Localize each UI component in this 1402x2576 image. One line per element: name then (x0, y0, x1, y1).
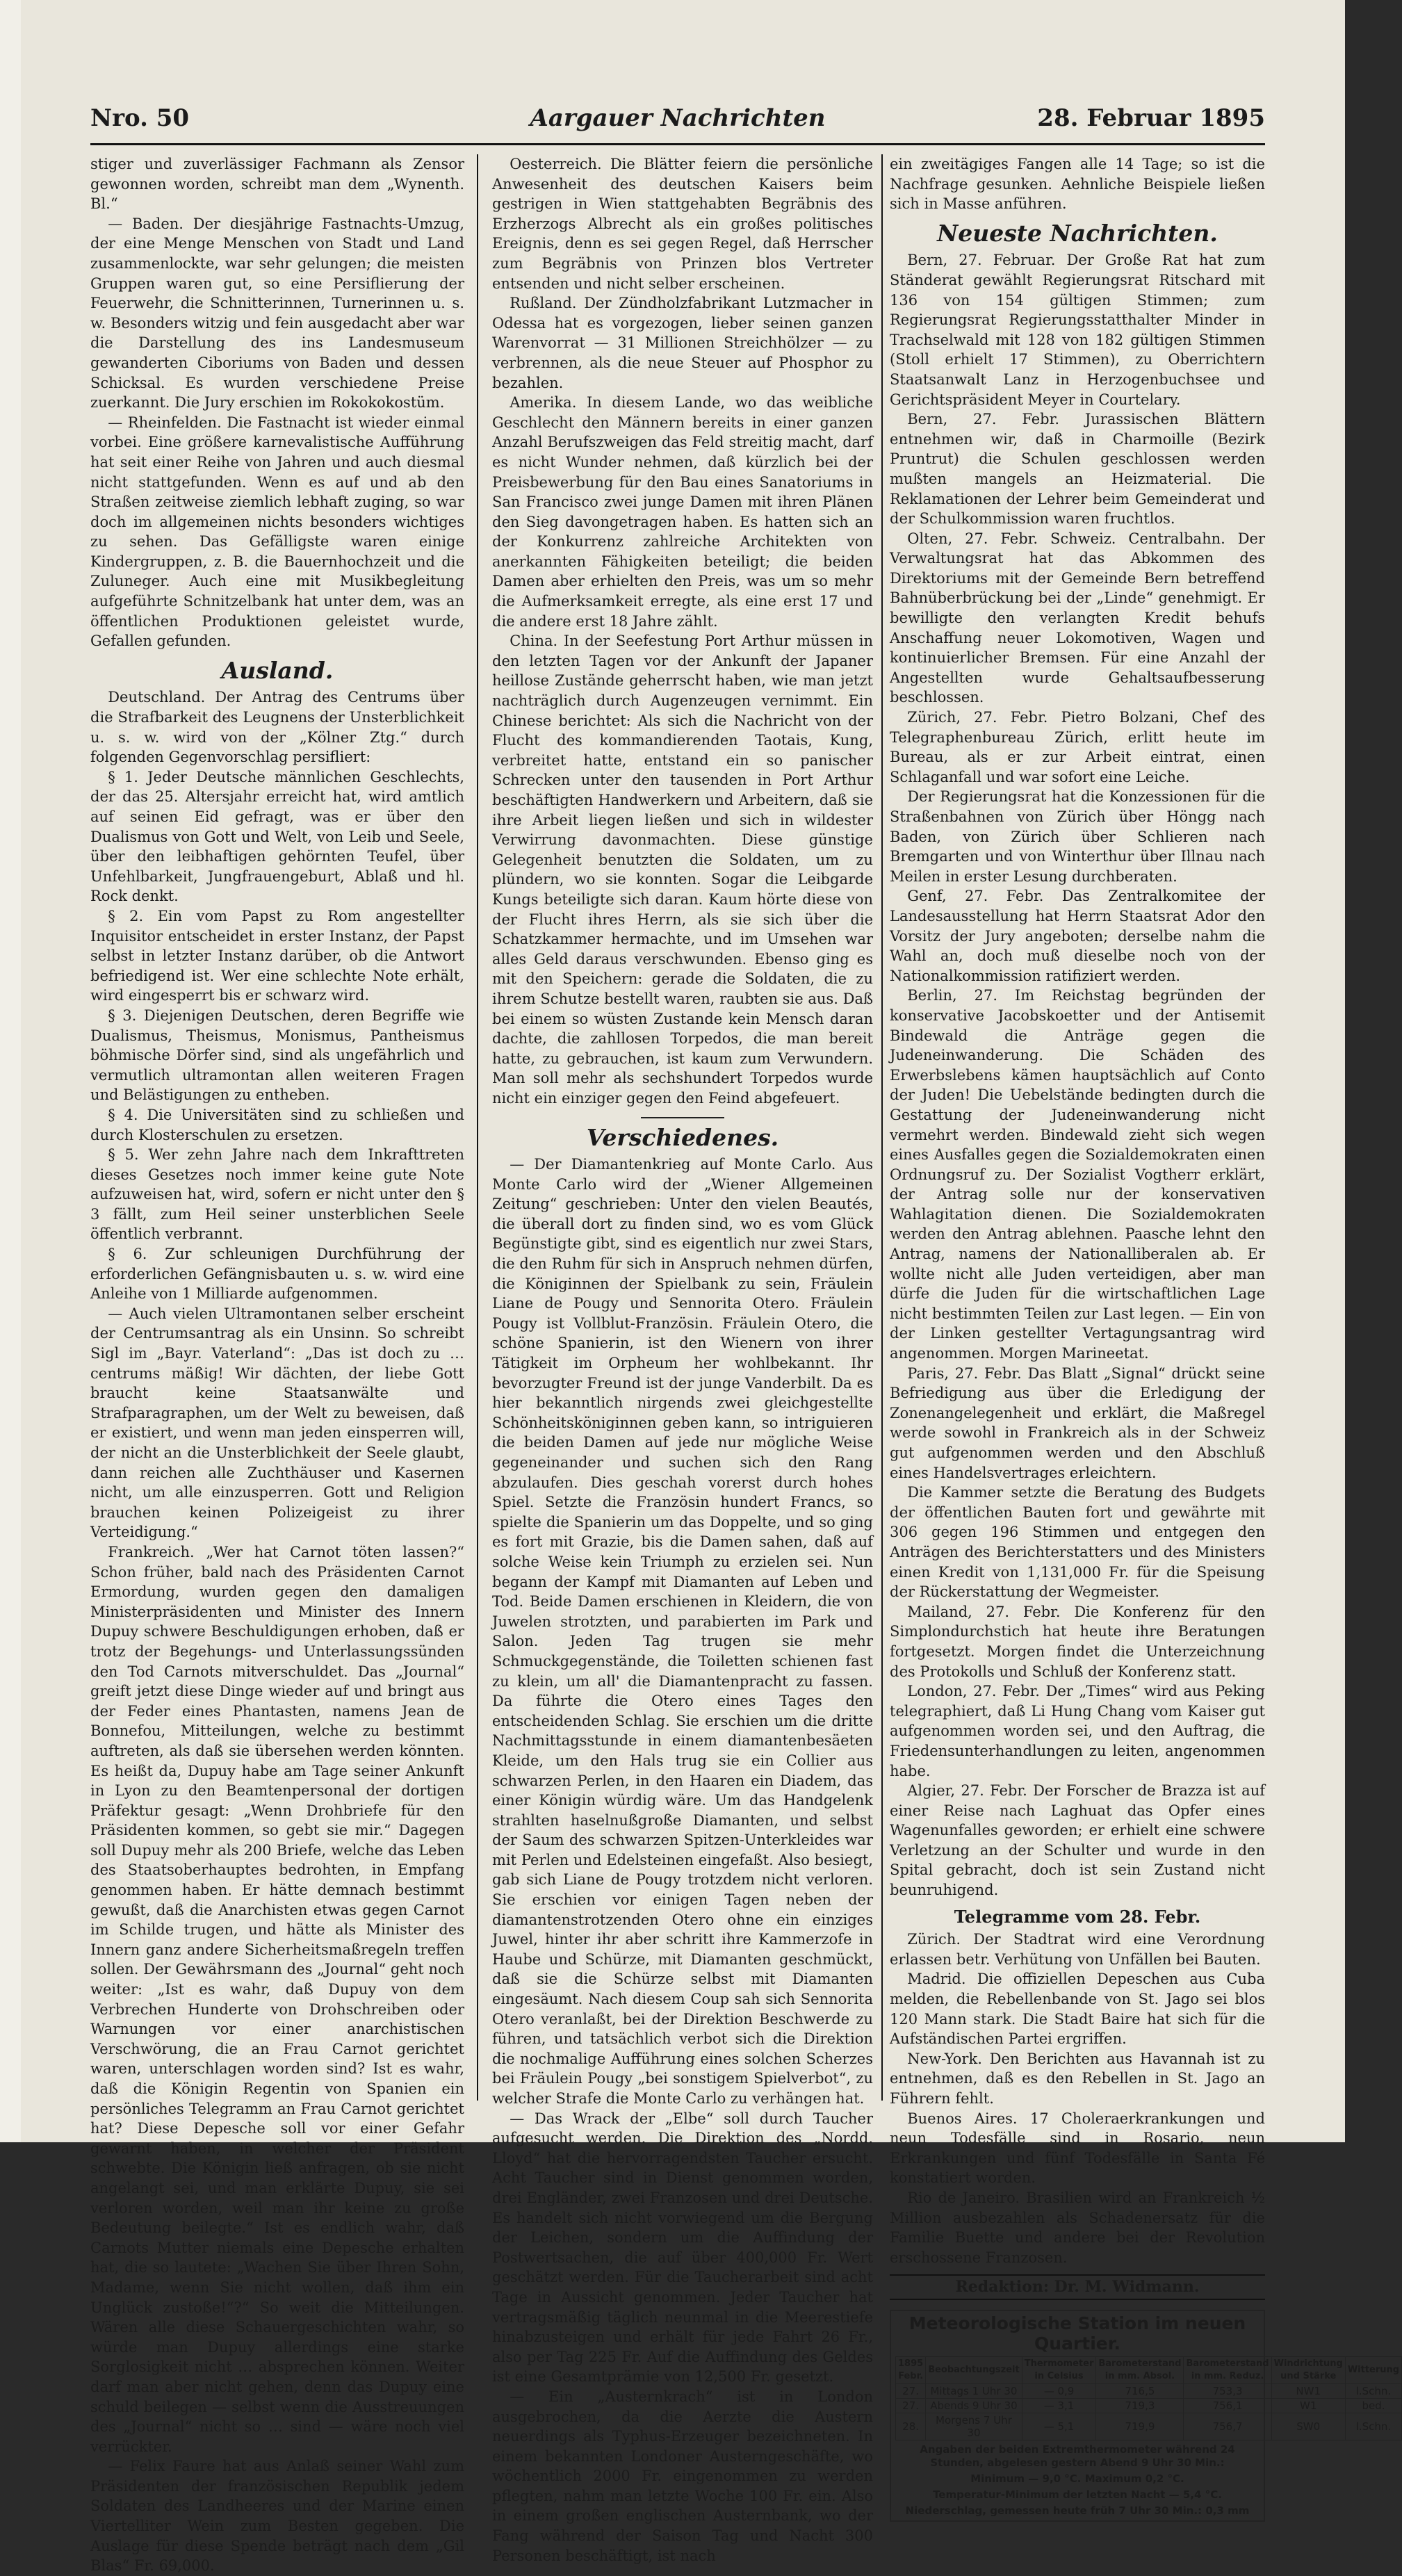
table-cell: 27. (896, 2384, 926, 2399)
news-item: Die Kammer setzte die Beratung des Budgets der öffentlichen Bauten fort und gewährte mit 306 gegen 196 Stimmen und entgegen den Anträgen des Berichterstatters und des Ministers einen Kredit von 1,131,000 Fr. für die Speisung der Rückerstattung der Wegmeister. (890, 1484, 1265, 1601)
table-cell: Morgens 7 Uhr 30 (926, 2413, 1022, 2440)
table-cell: — 0,9 (1022, 2384, 1096, 2399)
news-item: Mailand, 27. Febr. Die Konferenz für den Simplondurchstich hat heute ihre Beratungen fortgesetzt. Morgen findet die Unterzeichnung des Protokolls und Schluß der Konferenz statt. (890, 1603, 1265, 1680)
news-item: Berlin, 27. Im Reichstag begründen der konservative Jacobskoetter und der Antisemit Bindewald die Anträge gegen die Judeneinwanderung. Die Schäden des Erwerbslebens kämen hauptsächlich auf Conto der Juden! Die Uebelstände bedingten durch die Gestattung der Judeneinwanderung nicht vermehrt werden. Bindewald zieht sich wegen eines Ausfalles gegen die Sozialdemokraten einen Ordnungsruf zu. Der Sozialist Vogtherr erklärt, der Antrag solle nur der konservativen Wahlagitation dienen. Die Sozialdemokraten werden den Antrag ablehnen. Paasche lehnt den Antrag, namens der Nationalliberalen ab. Er wollte nicht alle Juden verteidigen, aber man dürfe die Juden für die wirtschaftlichen Lage nicht bestimmten Teilen zur Last legen. — Ein von der Linken gestellter Vertagungsantrag wird angenommen. Morgen Marineetat. (890, 987, 1265, 1362)
section-separator (641, 1117, 724, 1118)
news-item: Olten, 27. Febr. Schweiz. Centralbahn. Der Verwaltungsrat hat das Abkommen des Direktoriums mit der Gemeinde Bern betreffend Bahnüberbrückung bei der „Linde“ genehmigt. Er bewilligte den verlangten Kredit behufs Anschaffung neuer Lokomotiven, Wagen und kontinuierlicher Bremsen. Für eine Anzahl der Angestellten wurde Gehaltsaufbesserung beschlossen. (890, 530, 1265, 706)
section-heading-neueste: Neueste Nachrichten. (937, 219, 1218, 247)
news-item: Algier, 27. Febr. Der Forscher de Brazza ist auf einer Reise nach Laghuat das Opfer eines Wagenunfalles geworden; er erhielt eine schwere Verletzung an der Schulter und wurde in den Spital gebracht, doch ist sein Zustand nicht beunruhigend. (890, 1782, 1265, 1899)
table-cell: 756,1 (1184, 2399, 1271, 2413)
news-item: Paris, 27. Febr. Das Blatt „Signal“ drückt seine Befriedigung aus über die Erledigung der Zonenangelegenheit und erklärt, die Maßregel werde sowohl in Frankreich als in der Schweiz gut aufgenommen werden und den Abschluß eines Handelsvertrages erleichtern. (890, 1364, 1265, 1481)
table-cell: W1 (1271, 2399, 1345, 2413)
article-paragraph: — Das Wrack der „Elbe“ soll durch Taucher aufgesucht werden. Die Direktion des „Nordd. Lloyd“ hat die hervorragendsten Taucher ersucht. Acht Taucher sind in Dienst genommen worden, drei Engländer, zwei Franzosen und drei Deutsche. Es handelt sich nicht vorwiegend um die Bergung der Leichen, sondern um die Auffindung der Postwertsachen, die auf über 400,000 Fr. Wert geschätzt werden. Für die Taucherarbeit sind acht Tage in Aussicht genommen. Jeder Taucher hat vertragsmäßig täglich neunmal in die Meerestiefe hinabzusteigen und erhält für jede Fahrt 26 Fr., also per Tag 225 Fr. Auf die Auffindung des Geldes ist eine Gesamtprämie von 12,500 Fr. gesetzt. (492, 2110, 873, 2386)
header-cell: Barometerstand in mm. Absol. (1096, 2357, 1184, 2384)
news-item: Bern, 27. Febr. Jurassischen Blättern entnehmen wir, daß in Charmoille (Bezirk Pruntrut) die Schulen geschlossen werden mußten mangels an Heizmaterial. Die Reklamationen der Lehrer beim Gemeinderat und der Schulkommission waren fruchtlos. (890, 411, 1265, 528)
header-cell: Thermometer in Celsius (1022, 2357, 1096, 2384)
table-cell: — 3,1 (1022, 2399, 1096, 2413)
issue-number: Nro. 50 (90, 104, 190, 132)
header-cell: Witterung (1345, 2357, 1401, 2384)
article-paragraph: Frankreich. „Wer hat Carnot töten lassen?“ Schon früher, bald nach des Präsidenten Carnot Ermordung, wurden gegen den damaligen Ministerpräsidenten und Minister des Innern Dupuy schwere Beschuldigungen erhoben, daß er trotz der Begehungs- und Unterlassungssünden den Tod Carnots mitverschuldet. Das „Journal“ greift jetzt diese Dinge wieder auf und bringt aus der Feder eines Phantasten, namens Jean de Bonnefou, Mitteilungen, welche zu bestimmt auftreten, als daß sie übersehen werden könnten. Es heißt da, Dupuy habe am Tage seiner Ankunft in Lyon zu den Beamtenpersonal der dortigen Präfektur gesagt: „Wenn Drohbriefe für den Präsidenten kommen, so gebt sie mir.“ Dagegen soll Dupuy mehr als 200 Briefe, welche das Leben des Staatsoberhauptes bedrohten, in Empfang genommen haben. Er hätte demnach bestimmt gewußt, daß die Anarchisten etwas gegen Carnot im Schilde trugen, und hätte als Minister des Innern ganz andere Sicherheitsmaßregeln treffen sollen. Der Gewährsmann des „Journal“ geht noch weiter: „Ist es wahr, daß Dupuy von dem Verbrechen Hunderte von Drohschreiben oder Warnungen vor einer anarchistischen Verschwörung, die an Frau Carnot gerichtet waren, unterschlagen worden sind? Ist es wahr, daß die Königin Regentin von Spanien ein persönliches Telegramm an Frau Carnot gerichtet hat? Diese Depesche soll vor einer Gefahr gewarnt haben, in welcher der Präsident schwebte. Die Königin ließ anfragen, ob sie nicht angelangt sei, und man erklärte Dupuy, sie sei verloren worden, weil man ihr keine zu große Bedeutung beilegte.“ Ist es endlich wahr, daß Carnots Mutter niemals eine Depesche erhalten hat, die so lautete: „Wachen Sie über Ihren Sohn, Madame, wenn Sie nicht wollen, daß ihm ein Unglück zustoße!“?“ So weit die Mitteilungen. Wären alle diese Schauergeschichten wahr, so würde man Dupuy allerdings eine starke Sorglosigkeit nicht … absprechen können. Weiter darf man aber nicht gehen, denn das Dupuy eine schuld beilegen — selbst wenn die Ausstreuungen des „Journal“ nicht so … sind — wäre noch viel verrückter. (90, 1543, 464, 2455)
telegram-item: Zürich. Der Stadtrat wird eine Verordnung erlassen betr. Verhütung von Unfällen bei Bauten. (890, 1931, 1265, 1968)
page-header (90, 104, 1265, 136)
news-item: London, 27. Febr. Der „Times“ wird aus Peking telegraphiert, daß Li Hung Chang vom Kaiser gut aufgenommen worden sei, und den Auftrag, die Friedensunterhandlungen zu leiten, angenommen habe. (890, 1683, 1265, 1779)
table-cell: 753,3 (1184, 2384, 1271, 2399)
article-paragraph: — Ein „Austernkrach“ ist in London ausgebrochen, da die Aerzte die Austern neuerdings als Typhus-Erzeuger bezeichneten. In einem bekannten Londoner Austerngeschäfte, wo wöchentlich 2000 Fr. eingenommen zu werden pflegten, nahm man letzte Woche 100 Fr. ein. Also in einem großen englischen Austernbank, wo der Fang während der Saison Tag und Nacht 300 Personen beschäftigt, ist nach (492, 2388, 873, 2564)
weather-footnote: Angaben der beiden Extremthermometer während 24 Stunden, abgelesen gestern Abend 9 Uhr 30 Min.: (920, 2443, 1235, 2470)
article-paragraph: Amerika. In diesem Lande, wo das weibliche Geschlecht den Männern bereits in einer ganzen Anzahl Berufszweigen das Feld streitig macht, darf es nicht Wunder nehmen, daß kürzlich bei der Preisbewerbung für den Bau eines Sanatoriums in San Francisco zwei junge Damen mit ihren Plänen den Sieg davongetragen haben. Es hatten sich an der Konkurrenz zahlreiche Architekten von anerkannten Fähigkeiten beteiligt; die beiden Damen aber erhielten den Preis, was um so mehr die Aufmerksamkeit erregte, als eine erst 17 und die andere erst 18 Jahre zählt. (492, 394, 873, 630)
article-paragraph: — Der Diamantenkrieg auf Monte Carlo. Aus Monte Carlo wird der „Wiener Allgemeinen Zeitung“ geschrieben: Unter den vielen Beautés, die überall dort zu finden sind, wo es vom Glück Begünstigte gibt, sind es eigentlich nur zwei Stars, die den Ruhm für sich in Anspruch nehmen dürfen, die Königinnen der Spielbank zu sein, Fräulein Liane de Pougy und Sennorita Otero. Fräulein Pougy ist Vollblut-Französin. Fräulein Otero, die schöne Spanierin, ist den Wienern von ihrer Tätigkeit im Orpheum her wohlbekannt. Ihr bevorzugter Freund ist der junge Vanderbilt. Da es hier bekanntlich nirgends zwei gleichgestellte Schönheitsköniginnen geben kann, so intriguieren die beiden Damen auf jede nur mögliche Weise gegeneinander und suchen sich den Rang abzulaufen. Dies geschah vorerst durch hohes Spiel. Setzte die Französin hundert Francs, so spielte die Spanierin um das Doppelte, und so ging es fort mit Grazie, bis die Damen sahen, daß auf solche Weise kein Triumph zu erzielen sei. Nun begann der Kampf mit Diamanten auf Leben und Tod. Beide Damen erschienen in Kleidern, die von Juwelen strotzten, und parabierten im Park und Salon. Jeden Tag trugen sie mehr Schmuckgegenstände, die Toiletten schienen fast zu klein, um all' die Diamantenpracht zu fassen. Da führte die Otero eines Tages den entscheidenden Schlag. Sie erschien um die dritte Nachmittagsstunde in einem diamantenbesäeten Kleide, um den Hals trug sie ein Collier aus schwarzen Perlen, in den Haaren ein Diadem, das einer Königin würdig wäre. Um das Handgelenk strahlten haselnußgroße Diamanten, und selbst der Saum des schwarzen Spitzen-Unterkleides war mit Perlen und Edelsteinen eingefaßt. Also besiegt, gab sich Liane de Pougy trotzdem nicht verloren. Sie erschien vor einigen Tagen neben der diamantenstrotzenden Otero ohne ein einziges Juwel, hinter ihr aber schritt ihre Kammerzofe in Haube und Schürze, mit Diamanten geschmückt, daß sie die Schürze selbst mit Diamanten eingesäumt. Nach diesem Coup sah sich Sennorita Otero veranlaßt, bei der Direktion Beschwerde zu führen, und tatsächlich verbot sich die Direktion die nochmalige Aufführung eines solchen Scherzes bei Fräulein Pougy „bei sonstigem Spielverbot“, zu welcher Strafe die Monte Carlo zu verhängen hat. (492, 1156, 873, 2107)
article-paragraph: Rußland. Der Zündholzfabrikant Lutzmacher in Odessa hat es vorgezogen, lieber seinen ganzen Warenvorrat — 31 Millionen Streichhölzer — zu verbrennen, als die neue Steuer auf Phosphor zu bezahlen. (492, 295, 873, 391)
table-row (896, 2413, 1402, 2440)
header-cell: 1895 Febr. (896, 2357, 926, 2384)
telegram-item: Buenos Aires. 17 Choleraerkrankungen und neun Todesfälle sind in Rosario, neun Erkrankungen und fünf Todesfälle in Santa Fé konstatiert worden. (890, 2110, 1265, 2187)
table-cell: 719,9 (1096, 2413, 1184, 2440)
weather-footnote: Temperatur-Minimum der letzten Nacht — 5,4 °C. (933, 2488, 1222, 2502)
header-rule (90, 143, 1265, 145)
article-paragraph: China. In der Seefestung Port Arthur müssen in den letzten Tagen vor der Ankunft der Japaner heillose Zustände geherrscht haben, wie man jetzt nachträglich durch Augenzeugen vernimmt. Ein Chinese berichtet: Als sich die Nachricht von der Flucht des kommandierenden Taotais, Kung, verbreitet hatte, entstand ein so panischer Schrecken unter den tausenden in Port Arthur beschäftigten Handwerkern und Arbeitern, daß sie ihre Arbeit liegen ließen und sich in wildester Verwirrung davonmachten. Diese günstige Gelegenheit benutzten die Soldaten, um zu plündern, wo sie konnten. Sogar die Leibgarde Kungs beteiligte sich daran. Kaum hörte diese von der Flucht ihres Herrn, als sie sich über die Schatzkammer hermachte, und im Umsehen war alles Geld daraus verschwunden. Ebenso ging es mit den Speichern: gerade die Soldaten, die zu ihrem Schutze bestellt waren, raubten sie aus. Daß bei einem so wüsten Zustande kein Mensch daran dachte, die zahllosen Torpedos, die man bereit hatte, zu gebrauchen, ist kaum zum Verwundern. Man soll mehr als sechshundert Torpedos wurde nicht ein einziger gegen den Feind abgefeuert. (492, 633, 873, 1107)
section-heading-ausland: Ausland. (221, 656, 334, 684)
article-paragraph: — Felix Faure hat aus Anlaß seiner Wahl zum Präsidenten der französischen Republik jedem Soldaten des Landheeres und der Marine einen Viertelliter Wein zum Besten gegeben. Die Auslage für diese Spende beträgt nach dem „Gil Blas“ Fr. 69,000. (90, 2458, 464, 2575)
table-cell: Abends 9 Uhr 30 (926, 2399, 1022, 2413)
table-cell: — 5,1 (1022, 2413, 1096, 2440)
section-heading-verschiedenes: Verschiedenes. (586, 1123, 779, 1151)
telegram-heading: Telegramme vom 28. Febr. (954, 1906, 1201, 1927)
weather-station-title: Meteorologische Station im neuen Quartier. (908, 2313, 1246, 2354)
news-item: Zürich, 27. Febr. Pietro Bolzani, Chef des Telegraphenbureau Zürich, erlitt heute im Bureau, als er zur Arbeit eintrat, einen Schlaganfall und war sofort eine Leiche. (890, 709, 1265, 785)
issue-date: 28. Februar 1895 (1037, 104, 1265, 132)
masthead: Aargauer Nachrichten (530, 104, 826, 132)
table-row (896, 2384, 1402, 2399)
table-cell: NW1 (1271, 2384, 1345, 2399)
article-paragraph: § 5. Wer zehn Jahre nach dem Inkrafttreten dieses Gesetzes noch immer keine gute Note aufzuweisen hat, wird, sofern er nicht unter den § 3 fällt, zum Heil seiner unsterblichen Seele öffentlich verbrannt. (90, 1146, 464, 1243)
table-cell: bed. (1345, 2399, 1401, 2413)
article-paragraph: Oesterreich. Die Blätter feiern die persönliche Anwesenheit des deutschen Kaisers beim gestrigen in Wien stattgehabten Begräbnis des Erzherzogs Albrecht als ein großes politisches Ereignis, denn es sei gegen Regel, daß Herrscher zum Begräbnis von Prinzen blos Vertreter entsenden und nicht selber erscheinen. (492, 156, 873, 292)
article-paragraph: — Auch vielen Ultramontanen selber erscheint der Centrumsantrag als ein Unsinn. So schreibt Sigl im „Bayr. Vaterland“: „Das ist doch zu … centrums mäßig! Wir dächten, der liebe Gott braucht keine Staatsanwälte und Strafparagraphen, um der Welt zu beweisen, daß er existiert, und wenn man jeden einsperren will, der nicht an die Unsterblichkeit der Seele glaubt, dann reichen alle Zuchthäuser und Kasernen nicht, um alle einzusperren. Gott und Religion brauchen keinen Polizeigeist zu ihrer Verteidigung.“ (90, 1305, 464, 1541)
article-paragraph: § 3. Diejenigen Deutschen, deren Begriffe wie Dualismus, Theismus, Monismus, Pantheismus böhmische Dörfer sind, sind als ungefährlich und vermutlich ultramontan allen weiteren Fragen und Belästigungen zu entheben. (90, 1006, 464, 1104)
table-cell: 716,5 (1096, 2384, 1184, 2399)
table-cell: SW0 (1271, 2413, 1345, 2440)
table-row (896, 2399, 1402, 2413)
article-paragraph: Deutschland. Der Antrag des Centrums über die Strafbarkeit des Leugnens der Unsterblichkeit u. s. w. wird von der „Kölner Ztg.“ durch folgenden Gegenvorschlag persifliert: (90, 689, 464, 766)
table-cell: 719,3 (1096, 2399, 1184, 2413)
table-cell: 28. (896, 2413, 926, 2440)
header-cell: Windrichtung und Stärke (1271, 2357, 1345, 2384)
article-paragraph: § 6. Zur schleunigen Durchführung der erforderlichen Gefängnisbauten u. s. w. wird eine Anleihe von 1 Milliarde aufgenommen. (90, 1246, 464, 1303)
table-cell: l.Schn. (1345, 2413, 1401, 2440)
article-paragraph: — Baden. Der diesjährige Fastnachts-Umzug, der eine Menge Menschen von Stadt und Land zusammenlockte, war sehr gelungen; die meisten Gruppen waren gut, so eine Persiflierung der Feuerwehr, die Schnitterinnen, Turnerinnen u. s. w. Besonders witzig und fein ausgedacht aber war die Darstellung des ins Landesmuseum gewanderten Ciboriums von Baden und dessen Schicksal. Es wurden verschiedene Preise zuerkannt. Die Jury erschien im Rokokokostüm. (90, 215, 464, 411)
article-paragraph: stiger und zuverlässiger Fachmann als Zensor gewonnen worden, schreibt man dem „Wynenth. Bl.“ (90, 156, 464, 213)
weather-table (895, 2356, 1402, 2440)
article-paragraph: § 2. Ein vom Papst zu Rom angestellter Inquisitor entscheidet in erster Instanz, der Papst selbst in letzter Instanz darüber, ob die Antwort befriedigend ist. Wer eine schlechte Note erhält, wird eingesperrt bis er schwarz wird. (90, 907, 464, 1004)
news-item: Genf, 27. Febr. Das Zentralkomitee der Landesausstellung hat Herrn Staatsrat Ador den Vorsitz der Jury angeboten; derselbe nahm die Wahl an, doch muß dieselbe noch von der Nationalkommission ratifiziert werden. (890, 888, 1265, 984)
header-cell: Beobachtungszeit (926, 2357, 1022, 2384)
column-1 (90, 154, 464, 2575)
column-divider (881, 154, 883, 2101)
table-cell: Mittags 1 Uhr 30 (926, 2384, 1022, 2399)
article-paragraph: ein zweitägiges Fangen alle 14 Tage; so ist die Nachfrage gesunken. Aehnliche Beispiele ließen sich in Masse anführen. (890, 156, 1265, 213)
news-item: Der Regierungsrat hat die Konzessionen für die Straßenbahnen von Zürich über Höngg nach Baden, von Zürich über Schlieren nach Bremgarten und von Winterthur über Illnau nach Meilen in erster Lesung durchberaten. (890, 788, 1265, 885)
article-paragraph: § 1. Jeder Deutsche männlichen Geschlechts, der das 25. Altersjahr erreicht hat, wird amtlich auf seinen Eid gefragt, was er über den Dualismus von Gott und Welt, von Leib und Seele, über den leibhaftigen gehörnten Teufel, über Unfehlbarkeit, Jungfrauengeburt, Ablaß und hl. Rock denkt. (90, 768, 464, 905)
news-item: Bern, 27. Februar. Der Große Rat hat zum Ständerat gewählt Regierungsrat Ritschard mit 136 von 154 gültigen Stimmen; zum Regierungsrat Regierungsstatthalter Minder in Trachselwald mit 128 von 182 gültigen Stimmen (Stoll erhielt 17 Stimmen), zu Oberrichtern Staatsanwalt Lanz in Herzogenbuchsee und Gerichtspräsident Meyer in Courtelary. (890, 252, 1265, 408)
weather-station-box (890, 2310, 1400, 2522)
article-paragraph: — Rheinfelden. Die Fastnacht ist wieder einmal vorbei. Eine größere karnevalistische Aufführung hat seit einer Reihe von Jahren und auch diesmal nicht stattgefunden. Wenn es auf und ab den Straßen zeitweise ziemlich lebhaft zuging, so war doch im allgemeinen nichts besonders wichtiges zu sehen. Das Gefälligste waren einige Kindergruppen, z. B. die Bauernhochzeit und die Zuluneger. Auch eine mit Musikbegleitung aufgeführte Schnitzelbank hat unter dem, was an öffentlichen Produktionen geleistet wurde, Gefallen gefunden. (90, 414, 464, 650)
weather-footnote: Niederschlag, gemessen heute früh 7 Uhr 30 Min.: 0,3 mm (905, 2504, 1250, 2518)
weather-footnote: Minimum — 9,0 °C. Maximum 0,2 °C. (970, 2472, 1184, 2486)
table-cell: 756,7 (1184, 2413, 1271, 2440)
column-2 (492, 154, 873, 2564)
table-cell: 27. (896, 2399, 926, 2413)
newspaper-page (21, 0, 1400, 2575)
weather-table-header (896, 2357, 1402, 2384)
editor-line: Redaktion: Dr. M. Widmann. (890, 2274, 1265, 2300)
article-paragraph: § 4. Die Universitäten sind zu schließen und durch Klosterschulen zu ersetzen. (90, 1106, 464, 1143)
page-edge (0, 0, 22, 2142)
telegram-item: Madrid. Die offiziellen Depeschen aus Cuba melden, die Rebellenbande von St. Jago sei blos 120 Mann stark. Die Stadt Baire hat sich für die Aufständischen Partei ergriffen. (890, 1971, 1265, 2048)
table-cell: l.Schn. (1345, 2384, 1401, 2399)
header-cell: Barometerstand in mm. Reduz. (1184, 2357, 1271, 2384)
column-3 (890, 154, 1400, 2518)
column-divider (477, 154, 478, 2101)
telegram-item: Rio de Janeiro. Brasilien wird an Frankreich ½ Million ausbezahlen als Schadenersatz für die Familie Buette und andere bei der Revolution erschossene Franzosen. (890, 2189, 1265, 2266)
telegram-item: New-York. Den Berichten aus Havannah ist zu entnehmen, daß es den Rebellen in St. Jago an Führern fehlt. (890, 2050, 1265, 2107)
